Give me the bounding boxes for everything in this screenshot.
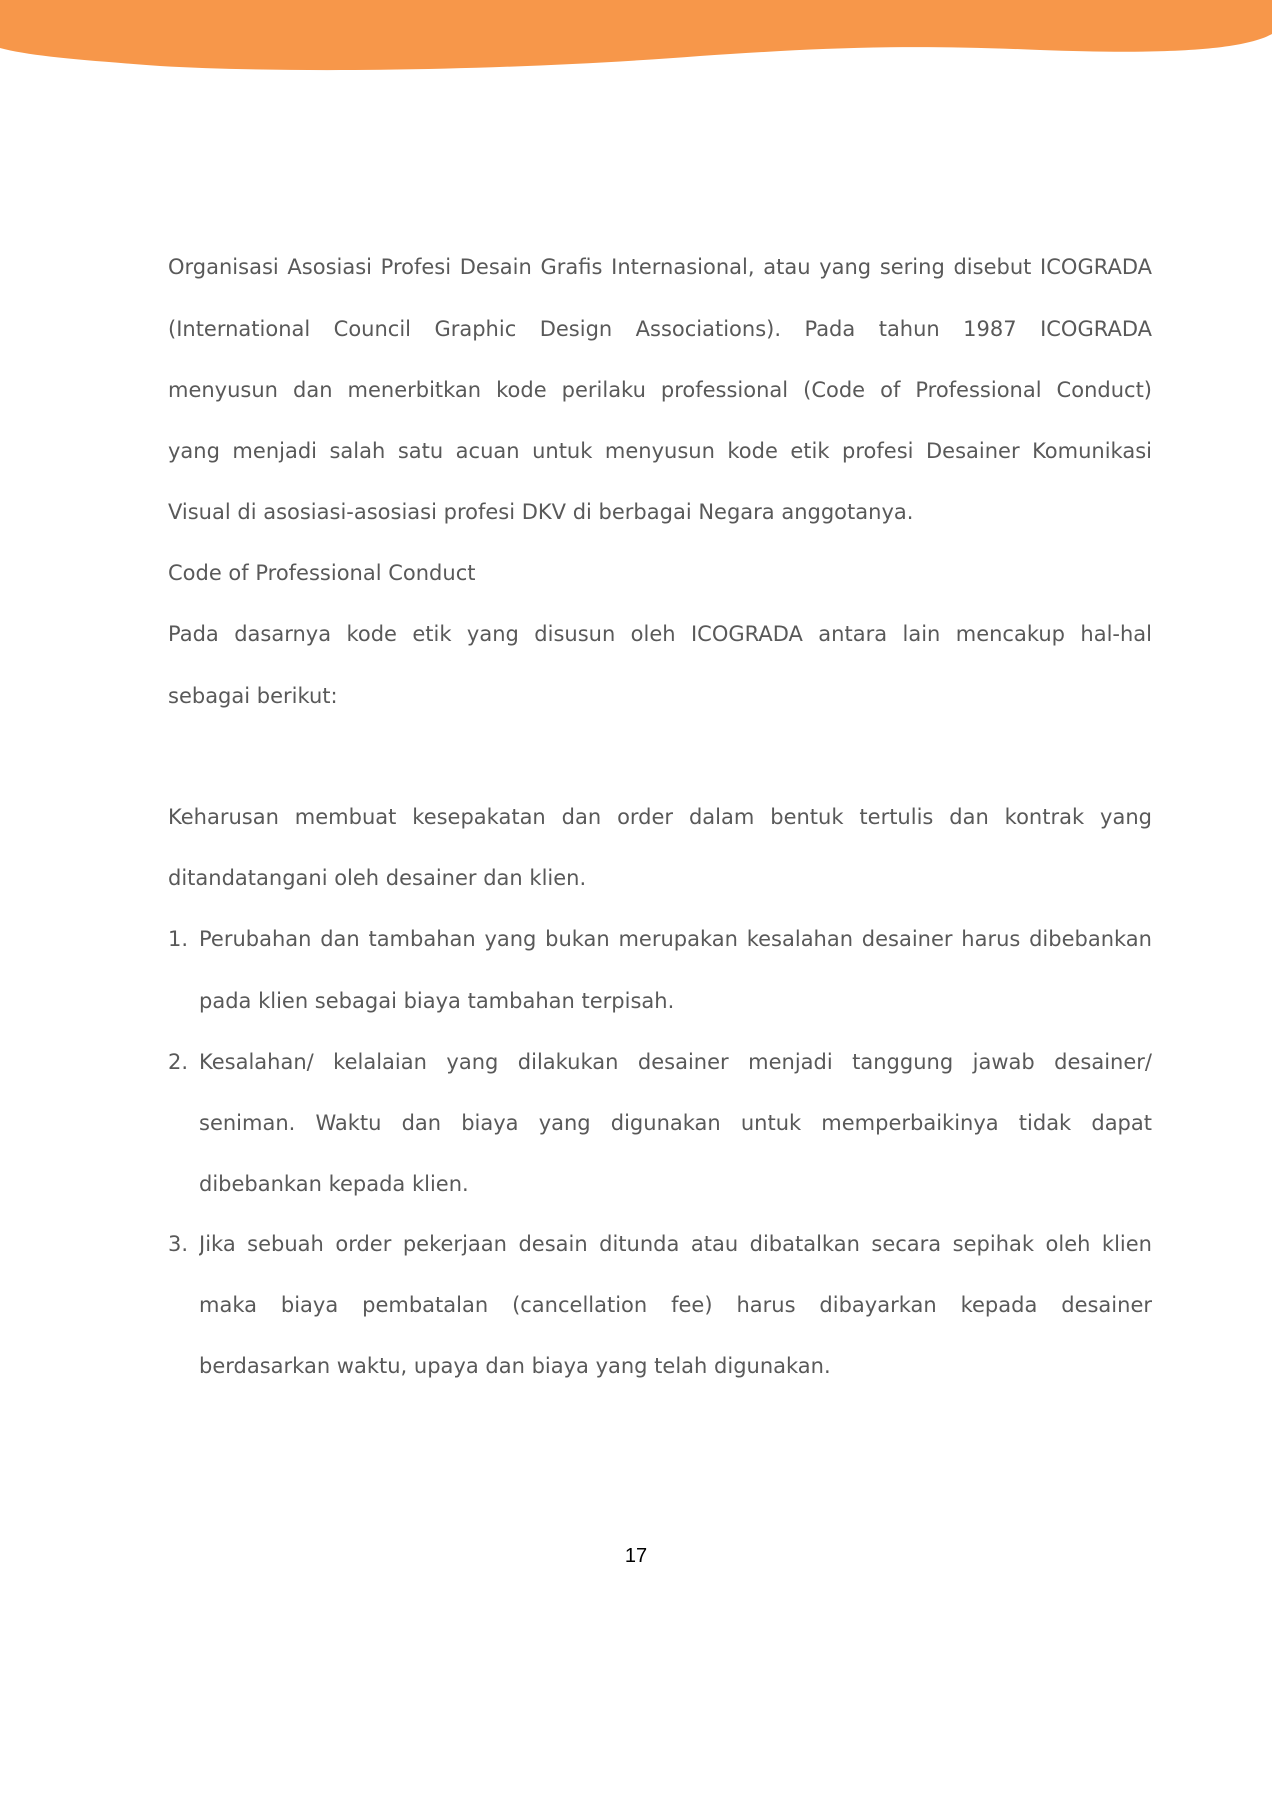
text-line: Pada dasarnya kode etik yang disusun oleh ICOGRADA antara lain mencakup hal-hal — [168, 622, 1152, 646]
text-line: sebagai berikut: — [168, 684, 338, 708]
section-title: Code of Professional Conduct — [168, 561, 476, 585]
text-line: Kesalahan/ kelalaian yang dilakukan desainer menjadi tanggung jawab desainer/ — [199, 1050, 1152, 1074]
list-number: 3. — [168, 1232, 189, 1256]
text-line: yang menjadi salah satu acuan untuk menyusun kode etik profesi Desainer Komunikasi — [168, 439, 1152, 463]
page-number: 17 — [624, 1545, 648, 1567]
text-line: maka biaya pembatalan (cancellation fee) harus dibayarkan kepada desainer — [199, 1293, 1152, 1317]
list-number: 1. — [168, 927, 189, 951]
text-line: Perubahan dan tambahan yang bukan merupakan kesalahan desainer harus dibebankan — [199, 927, 1152, 951]
text-line: (International Council Graphic Design Associations). Pada tahun 1987 ICOGRADA — [168, 317, 1152, 341]
text-line: berdasarkan waktu, upaya dan biaya yang telah digunakan. — [199, 1354, 831, 1378]
text-line: dibebankan kepada klien. — [199, 1172, 469, 1196]
list-number: 2. — [168, 1050, 189, 1074]
text-line: seniman. Waktu dan biaya yang digunakan untuk memperbaikinya tidak dapat — [199, 1111, 1152, 1135]
text-line: Organisasi Asosiasi Profesi Desain Grafis Internasional, atau yang sering disebut ICOGRADA — [168, 255, 1152, 279]
header-wave-decoration — [0, 0, 1272, 80]
text-line: pada klien sebagai biaya tambahan terpisah. — [199, 989, 675, 1013]
text-line: menyusun dan menerbitkan kode perilaku professional (Code of Professional Conduct) — [168, 378, 1152, 402]
header-wave-shape — [0, 0, 1272, 70]
text-line: Keharusan membuat kesepakatan dan order dalam bentuk tertulis dan kontrak yang — [168, 805, 1152, 829]
text-line: Jika sebuah order pekerjaan desain ditunda atau dibatalkan secara sepihak oleh klien — [199, 1232, 1152, 1256]
text-line: ditandatangani oleh desainer dan klien. — [168, 866, 587, 890]
text-line: Visual di asosiasi-asosiasi profesi DKV di berbagai Negara anggotanya. — [168, 500, 914, 524]
